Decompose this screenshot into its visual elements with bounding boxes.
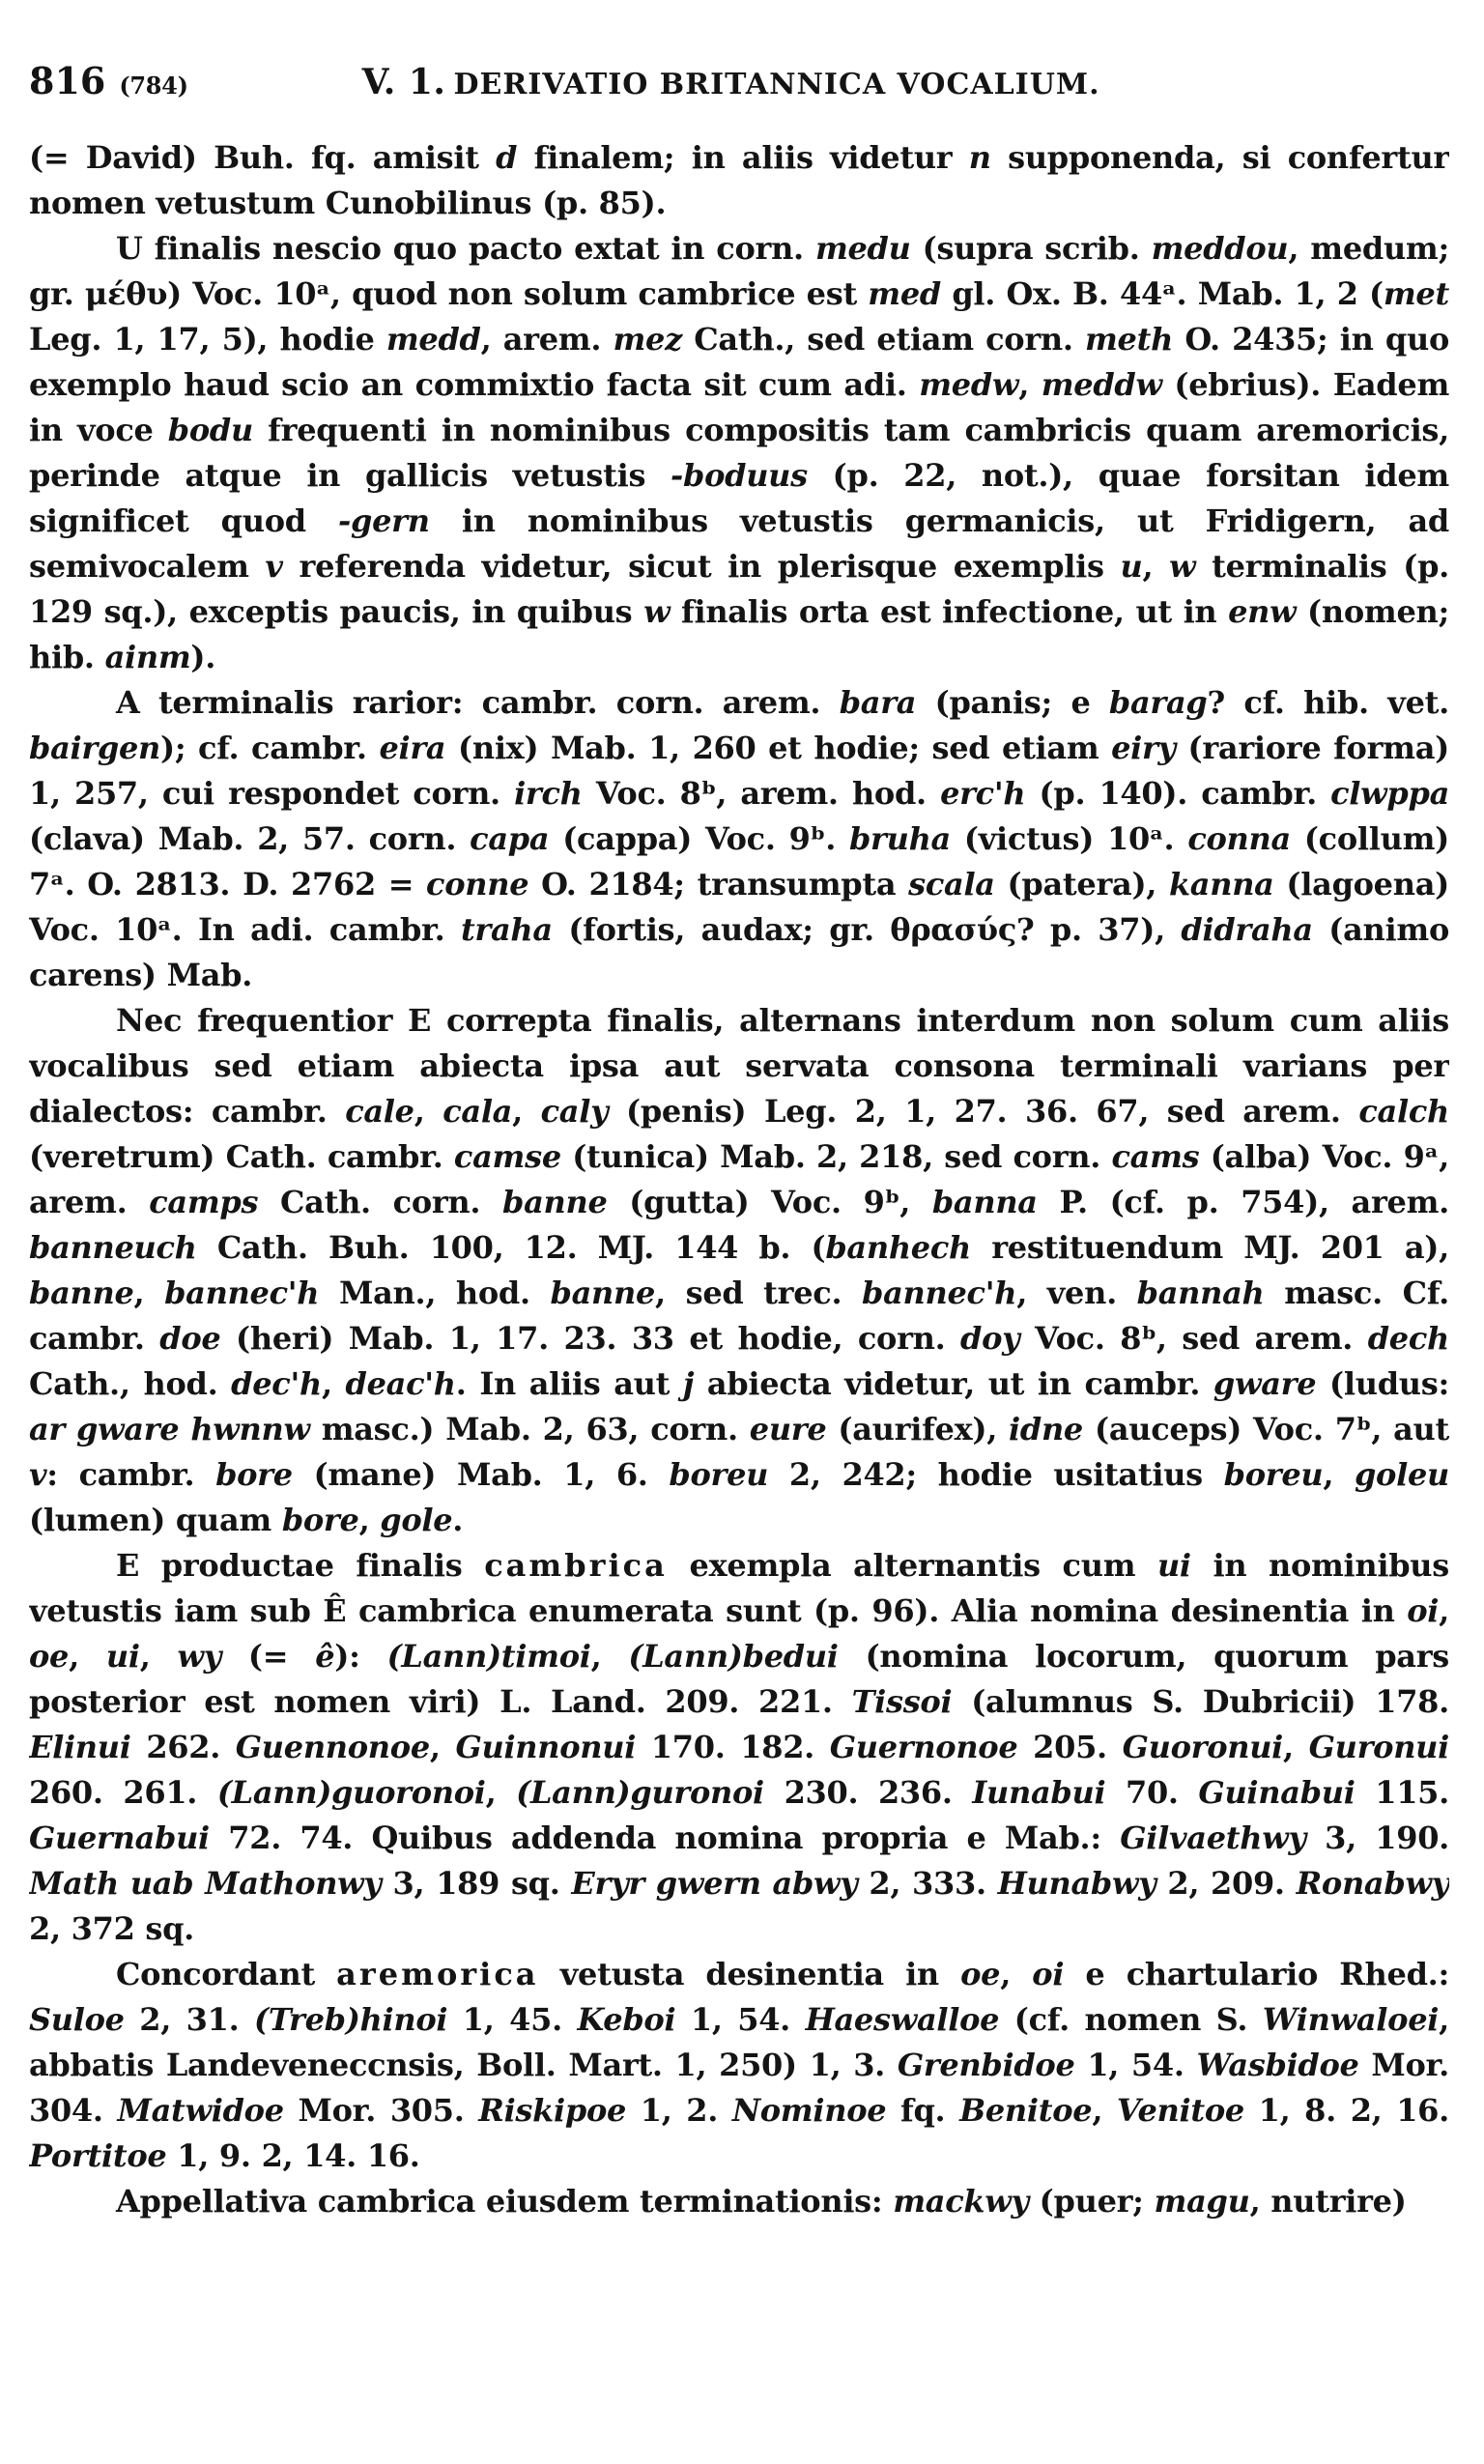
text-run: (nomen; hib.: [29, 593, 1449, 675]
text-run: frequenti in nominibus compositis tam cambricis quam aremoricis, perinde atque in gallicis vetustis: [29, 412, 1449, 494]
italic-term: met: [1383, 275, 1449, 312]
text-run: (clava) Mab. 2, 57. corn.: [29, 820, 471, 857]
italic-term: boreu: [669, 1456, 769, 1493]
italic-term: Elinui: [29, 1729, 131, 1765]
text-run: masc. Cf. cambr.: [29, 1275, 1449, 1357]
italic-term: bannah: [1136, 1275, 1265, 1311]
italic-term: eure: [749, 1411, 827, 1447]
italic-term: Guoronui: [1122, 1729, 1284, 1765]
text-run: , medum; gr. μέθυ) Voc. 10ᵃ, quod non solum cambrice est: [29, 230, 1449, 312]
italic-term: Winwaloei: [1262, 2001, 1440, 2038]
italic-term: traha: [460, 911, 553, 948]
italic-term: Venitoe: [1116, 2092, 1244, 2129]
italic-term: ar gware hwnnw: [29, 1411, 310, 1447]
text-run: vetusta desinentia in: [538, 1956, 961, 1992]
text-run: (nomina locorum, quorum pars posterior est nomen viri) L. Land. 209. 221.: [29, 1638, 1449, 1720]
text-run: (mane) Mab. 1, 6.: [292, 1456, 670, 1493]
text-run: Concordant: [116, 1956, 337, 1992]
text-run: terminalis (p. 129 sq.), exceptis paucis, in quibus: [29, 548, 1449, 630]
text-run: (animo carens) Mab.: [29, 911, 1449, 993]
italic-term: v: [265, 548, 283, 585]
text-run: (ebrius). Eadem in voce: [29, 366, 1449, 448]
text-run: 2, 242; hodie usitatius: [768, 1456, 1224, 1493]
italic-term: Guennonoe: [235, 1729, 430, 1765]
paragraph: [29, 680, 1449, 998]
text-run: , arem.: [480, 321, 614, 358]
italic-term: Riskipoe: [478, 2092, 627, 2129]
text-run: Voc. 8ᵇ, arem. hod.: [582, 775, 941, 812]
text-run: (ludus:: [1316, 1365, 1449, 1402]
italic-term: camse: [453, 1138, 561, 1175]
text-run: ,: [1323, 1456, 1355, 1493]
paragraph: [29, 226, 1449, 680]
spaced-term: cambrica: [484, 1547, 668, 1584]
text-run: (cf. nomen S.: [999, 2001, 1263, 2038]
page-number: 816: [29, 59, 106, 102]
italic-term: Math uab Mathonwy: [29, 1865, 382, 1902]
italic-term: (Lann)guronoi: [516, 1774, 764, 1811]
italic-term: ainm: [104, 639, 191, 675]
text-run: 72. 74. Quibus addenda nomina propria e Mab.:: [209, 1819, 1121, 1856]
italic-term: deac'h: [345, 1365, 456, 1402]
italic-term: doe: [159, 1320, 221, 1357]
text-run: ,: [358, 1502, 381, 1538]
italic-term: medw: [919, 366, 1019, 403]
italic-term: -gern: [338, 502, 430, 539]
text-run: ,: [1142, 548, 1170, 585]
italic-term: Nominoe: [731, 2092, 887, 2129]
italic-term: med: [868, 275, 941, 312]
italic-term: conna: [1187, 820, 1291, 857]
text-run: (cappa) Voc. 9ᵇ.: [549, 820, 849, 857]
italic-term: caly: [540, 1093, 609, 1130]
text-run: ); cf. cambr.: [160, 730, 380, 766]
italic-term: Guernabui: [29, 1819, 210, 1856]
text-run: (puer;: [1028, 2183, 1155, 2220]
italic-term: wy: [177, 1638, 222, 1675]
text-run: ,: [1439, 1592, 1449, 1629]
text-run: Cath., sed etiam corn.: [681, 321, 1085, 358]
italic-term: Keboi: [577, 2001, 676, 2038]
text-run: (panis; e: [916, 684, 1109, 721]
italic-term: meddw: [1041, 366, 1162, 403]
text-run: (fortis, audax; gr. θρασύς? p. 37),: [552, 911, 1182, 948]
text-run: Mor. 304.: [29, 2047, 1449, 2129]
text-run: 262.: [130, 1729, 236, 1765]
text-run: ).: [190, 639, 216, 675]
italic-term: Haeswalloe: [805, 2001, 1000, 2038]
text-run: Cath. Buh. 100, 12. MJ. 144 b. (: [196, 1229, 826, 1266]
italic-term: idne: [1009, 1411, 1083, 1447]
text-run: restituendum MJ. 201 a),: [971, 1229, 1449, 1266]
text-run: .: [452, 1502, 464, 1538]
text-run: 2, 333.: [857, 1865, 998, 1902]
italic-term: bara: [839, 684, 917, 721]
italic-term: oe: [29, 1638, 70, 1675]
text-run: O. 2184; transumpta: [528, 866, 909, 903]
text-run: 205.: [1017, 1729, 1123, 1765]
italic-term: Iunabui: [972, 1774, 1106, 1811]
italic-term: boreu: [1223, 1456, 1324, 1493]
text-run: (=: [221, 1638, 316, 1675]
italic-term: kanna: [1168, 866, 1274, 903]
text-run: ,: [69, 1638, 106, 1675]
italic-term: n: [968, 139, 991, 176]
text-run: O. 2435; in quo exemplo haud scio an commixtio facta sit cum adi.: [29, 321, 1449, 403]
spaced-term: aremorica: [336, 1956, 539, 1992]
italic-term: -boduus: [671, 457, 808, 494]
italic-term: didraha: [1181, 911, 1313, 948]
italic-term: bodu: [167, 412, 253, 448]
italic-term: clwppa: [1330, 775, 1449, 812]
text-run: Leg. 1, 17, 5), hodie: [29, 321, 386, 358]
text-run: e chartulario Rhed.:: [1064, 1956, 1449, 1992]
text-run: Cath. corn.: [258, 1184, 503, 1220]
text-run: (alumnus S. Dubricii) 178.: [952, 1683, 1449, 1720]
text-run: E productae finalis: [116, 1547, 485, 1584]
running-header: [29, 58, 1449, 116]
text-run: (heri) Mab. 1, 17. 23. 33 et hodie, corn.: [220, 1320, 961, 1357]
italic-term: camps: [149, 1184, 259, 1220]
italic-term: w: [1169, 548, 1196, 585]
italic-term: bore: [215, 1456, 293, 1493]
italic-term: banneuch: [29, 1229, 197, 1266]
text-run: 170. 182.: [636, 1729, 830, 1765]
text-run: ,: [321, 1365, 346, 1402]
italic-term: (Lann)guoronoi: [216, 1774, 486, 1811]
text-run: abiecta videtur, ut in cambr.: [694, 1365, 1213, 1402]
text-run: 2, 31.: [124, 2001, 254, 2038]
text-run: (lumen) quam: [29, 1502, 282, 1538]
text-run: finalem; in aliis videtur: [517, 139, 969, 176]
italic-term: Guronui: [1308, 1729, 1449, 1765]
text-run: 1, 45.: [447, 2001, 578, 2038]
text-run: 70.: [1105, 1774, 1199, 1811]
italic-term: oi: [1032, 1956, 1065, 1992]
text-run: 1, 54.: [1074, 2047, 1197, 2083]
italic-term: banne: [550, 1275, 656, 1311]
text-run: ,: [1092, 2092, 1117, 2129]
text-run: 2, 209.: [1156, 1865, 1297, 1902]
italic-term: Guinnonui: [455, 1729, 637, 1765]
text-run: U finalis nescio quo pacto extat in corn.: [116, 230, 815, 267]
italic-term: meth: [1084, 321, 1174, 358]
text-run: , sed trec.: [655, 1275, 863, 1311]
italic-term: Benitoe: [959, 2092, 1093, 2129]
text-run: 3, 189 sq.: [381, 1865, 572, 1902]
text-run: , abbatis Landeveneccnsis, Boll. Mart. 1, 250) 1, 3.: [29, 2001, 1449, 2083]
text-run: ,: [414, 1093, 443, 1130]
italic-term: ui: [105, 1638, 140, 1675]
italic-term: meddou: [1151, 230, 1289, 267]
italic-term: banhech: [825, 1229, 971, 1266]
text-run: Man., hod.: [319, 1275, 551, 1311]
text-run: ,: [1000, 1956, 1033, 1992]
italic-term: medd: [385, 321, 481, 358]
text-run: (patera),: [994, 866, 1169, 903]
italic-term: enw: [1228, 593, 1297, 630]
original-page-number: (784): [119, 72, 188, 100]
text-run: (nix) Mab. 1, 260 et hodie; sed etiam: [445, 730, 1112, 766]
text-run: (p. 22, not.), quae forsitan idem significet quod: [29, 457, 1449, 539]
italic-term: gware: [1213, 1365, 1317, 1402]
paragraph: [29, 2179, 1449, 2224]
text-run: (aurifex),: [826, 1411, 1010, 1447]
italic-term: gole: [380, 1502, 453, 1538]
text-run: (rariore forma) 1, 257, cui respondet corn.: [29, 730, 1449, 812]
italic-term: medu: [814, 230, 911, 267]
italic-term: d: [496, 139, 518, 176]
text-run: ? cf. hib. vet.: [1207, 684, 1449, 721]
text-run: (victus) 10ᵃ.: [950, 820, 1188, 857]
italic-term: ui: [1156, 1547, 1191, 1584]
italic-term: Tissoi: [851, 1683, 953, 1720]
italic-term: dech: [1367, 1320, 1449, 1357]
italic-term: Matwidoe: [117, 2092, 284, 2129]
italic-term: Guinabui: [1198, 1774, 1356, 1811]
text-run: , nutrire): [1249, 2183, 1407, 2220]
italic-term: oe: [960, 1956, 1001, 1992]
text-run: . In aliis aut: [455, 1365, 683, 1402]
italic-term: irch: [514, 775, 583, 812]
text-run: : cambr.: [46, 1456, 216, 1493]
text-run: ):: [334, 1638, 387, 1675]
text-run: ,: [485, 1774, 517, 1811]
text-run: (tunica) Mab. 2, 218, sed corn.: [560, 1138, 1112, 1175]
text-run: (lagoena) Voc. 10ᵃ. In adi. cambr.: [29, 866, 1449, 948]
text-run: (alba) Voc. 9ᵃ, arem.: [29, 1138, 1449, 1220]
italic-term: banne: [502, 1184, 608, 1220]
text-run: 1, 2.: [626, 2092, 732, 2129]
text-run: Mor. 305.: [283, 2092, 479, 2129]
italic-term: calch: [1358, 1093, 1449, 1130]
italic-term: (Lann)timoi: [386, 1638, 591, 1675]
text-run: ,: [590, 1638, 629, 1675]
text-run: ,: [1018, 366, 1042, 403]
document-page: [29, 58, 1449, 2416]
text-run: ,: [429, 1729, 456, 1765]
italic-term: cale: [345, 1093, 414, 1130]
italic-term: capa: [470, 820, 550, 857]
text-run: 115.: [1355, 1774, 1449, 1811]
text-run: Appellativa cambrica eiusdem terminationis:: [116, 2183, 894, 2220]
italic-term: Wasbidoe: [1196, 2047, 1359, 2083]
italic-term: mackwy: [893, 2183, 1029, 2220]
italic-term: Suloe: [29, 2001, 125, 2038]
italic-term: cala: [442, 1093, 513, 1130]
italic-term: (Lann)bedui: [628, 1638, 839, 1675]
italic-term: doy: [960, 1320, 1020, 1357]
paragraph: [29, 998, 1449, 1543]
text-run: (= David) Buh. fq. amisit: [29, 139, 497, 176]
italic-term: bore: [281, 1502, 359, 1538]
text-run: 260. 261.: [29, 1774, 217, 1811]
text-run: 1, 8. 2, 16.: [1243, 2092, 1449, 2129]
text-run: (veretrum) Cath. cambr.: [29, 1138, 454, 1175]
italic-term: bannec'h: [164, 1275, 320, 1311]
text-run: , ven.: [1016, 1275, 1137, 1311]
paragraph: [29, 1952, 1449, 2179]
text-run: (supra scrib.: [910, 230, 1152, 267]
text-run: (p. 140). cambr.: [1025, 775, 1331, 812]
text-run: 3, 190.: [1305, 1819, 1449, 1856]
text-run: ,: [512, 1093, 541, 1130]
text-run: supponenda, si confertur nomen vetustum Cunobilinus (p. 85).: [29, 139, 1449, 221]
italic-term: (Treb)hinoi: [253, 2001, 448, 2038]
text-run: masc.) Mab. 2, 63, corn.: [309, 1411, 750, 1447]
italic-term: erc'h: [940, 775, 1026, 812]
text-run: 2, 372 sq.: [29, 1910, 195, 1947]
text-run: finalis orta est infectione, ut in: [670, 593, 1229, 630]
italic-term: mez: [613, 321, 682, 358]
italic-term: w: [643, 593, 671, 630]
text-run: ,: [1283, 1729, 1309, 1765]
italic-term: magu: [1154, 2183, 1250, 2220]
body-text: [29, 135, 1449, 2224]
italic-term: Guernonoe: [829, 1729, 1018, 1765]
italic-term: cams: [1111, 1138, 1200, 1175]
text-run: (collum) 7ᵃ. O. 2813. D. 2762 =: [29, 820, 1449, 903]
text-run: ,: [133, 1275, 165, 1311]
paragraph: [29, 1543, 1449, 1952]
italic-term: barag: [1108, 684, 1208, 721]
italic-term: ê: [315, 1638, 335, 1675]
text-run: in nominibus vetustis germanicis, ut Fridigern, ad semivocalem: [29, 502, 1449, 585]
text-run: Voc. 8ᵇ, sed arem.: [1019, 1320, 1368, 1357]
italic-term: Grenbidoe: [897, 2047, 1075, 2083]
text-run: 230. 236.: [763, 1774, 973, 1811]
italic-term: bairgen: [29, 730, 161, 766]
text-run: fq.: [886, 2092, 960, 2129]
text-run: P. (cf. p. 754), arem.: [1037, 1184, 1449, 1220]
italic-term: Eryr gwern abwy: [571, 1865, 858, 1902]
text-run: 1, 54.: [675, 2001, 806, 2038]
italic-term: Ronabwy: [1296, 1865, 1449, 1902]
italic-term: j: [682, 1365, 695, 1402]
italic-term: scala: [908, 866, 995, 903]
italic-term: Portitoe: [29, 2137, 167, 2174]
italic-term: banne: [29, 1275, 134, 1311]
text-run: gl. Ox. B. 44ᵃ. Mab. 1, 2 (: [941, 275, 1384, 312]
text-run: exempla alternantis cum: [667, 1547, 1157, 1584]
italic-term: Hunabwy: [997, 1865, 1156, 1902]
section-number: V. 1.: [361, 62, 446, 102]
paragraph: [29, 135, 1449, 226]
text-run: (auceps) Voc. 7ᵇ, aut: [1083, 1411, 1449, 1447]
text-run: A terminalis rarior: cambr. corn. arem.: [116, 684, 840, 721]
italic-term: banna: [931, 1184, 1038, 1220]
italic-term: eira: [379, 730, 446, 766]
text-run: ,: [139, 1638, 178, 1675]
text-run: (penis) Leg. 2, 1, 27. 36. 67, sed arem.: [608, 1093, 1359, 1130]
italic-term: goleu: [1354, 1456, 1449, 1493]
text-run: (gutta) Voc. 9ᵇ,: [607, 1184, 932, 1220]
text-run: in nominibus vetustis iam sub Ê cambrica enumerata sunt (p. 96). Alia nomina desinentia in: [29, 1547, 1449, 1629]
running-title: DERIVATIO BRITANNICA VOCALIUM.: [453, 68, 1100, 101]
italic-term: eiry: [1111, 730, 1176, 766]
text-run: 1, 9. 2, 14. 16.: [166, 2137, 420, 2174]
text-run: referenda videtur, sicut in plerisque exemplis: [282, 548, 1121, 585]
italic-term: conne: [426, 866, 529, 903]
italic-term: bruha: [848, 820, 951, 857]
text-run: Cath., hod.: [29, 1365, 232, 1402]
italic-term: dec'h: [231, 1365, 322, 1402]
text-run: Nec frequentior E correpta finalis, alternans interdum non solum cum aliis vocalibus sed etiam abiecta ipsa aut servata consona terminali varians per dialectos: cambr.: [29, 1002, 1449, 1130]
italic-term: bannec'h: [862, 1275, 1017, 1311]
italic-term: u: [1120, 548, 1143, 585]
italic-term: Gilvaethwy: [1120, 1819, 1306, 1856]
italic-term: oi: [1407, 1592, 1440, 1629]
italic-term: v: [29, 1456, 47, 1493]
